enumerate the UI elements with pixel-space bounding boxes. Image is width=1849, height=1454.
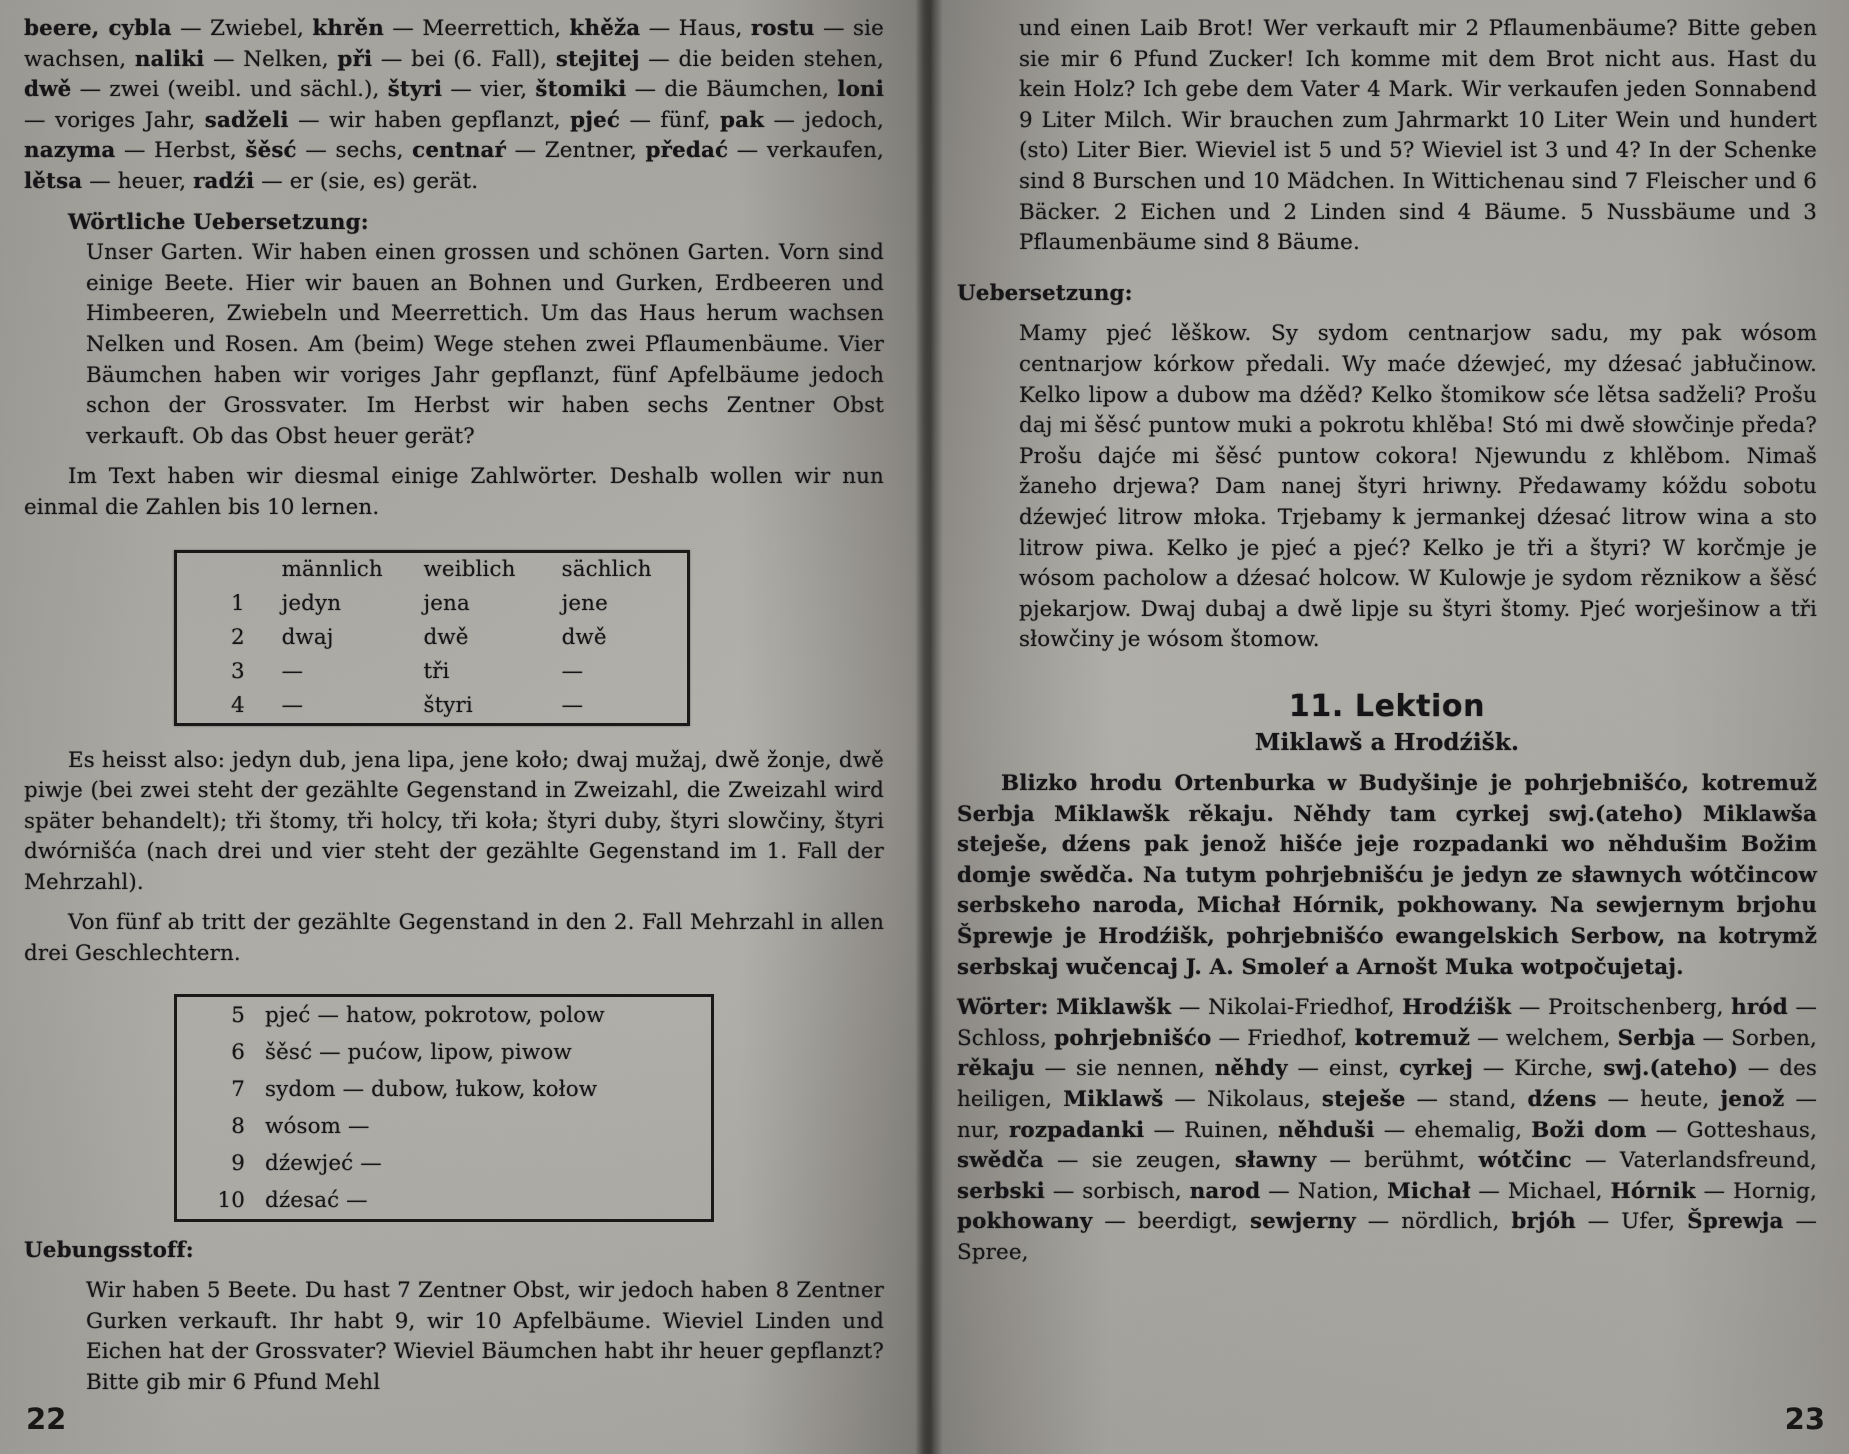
cell-neuter: —: [561, 692, 584, 718]
row-number: 9: [231, 1150, 245, 1176]
table-row: [176, 995, 713, 1034]
cell-neuter: —: [561, 658, 584, 684]
cell-feminine: tři: [423, 658, 450, 684]
table-row: [176, 1071, 713, 1108]
exercise-heading: Uebungsstoff:: [24, 1237, 194, 1263]
cell-feminine: jena: [423, 590, 470, 616]
row-number: 2: [231, 624, 245, 650]
row-forms: šěsć — pućow, lipow, piwow: [265, 1039, 572, 1065]
row-forms: dźewjeć —: [265, 1150, 382, 1176]
table-header-row: [176, 551, 689, 587]
row-number: 7: [231, 1076, 245, 1102]
row-forms: pjeć — hatow, pokrotow, polow: [265, 1002, 605, 1028]
row-number: 5: [231, 1002, 245, 1028]
sorbian-translation-heading: Uebersetzung:: [957, 280, 1133, 306]
lesson-number-heading: 11. Lektion: [1288, 688, 1486, 724]
table-row: [176, 1182, 713, 1221]
cell-masculine: jedyn: [281, 590, 342, 616]
table-row: [176, 689, 689, 725]
table-row: [176, 587, 689, 621]
exercise-paragraph: Wir haben 5 Beete. Du hast 7 Zentner Obst, wir jedoch haben 8 Zentner Gurken verkauft. Ihr habt 9, wir 10 Apfelbäume. Wieviel Linden und Eichen hat der Grossvater? Wieviel Bäumchen habt ihr heuer gepflanzt? Bitte gib mir 6 Pfund Mehl: [86, 1278, 884, 1396]
header-masculine: männlich: [281, 556, 383, 582]
lesson-body-text: Blizko hrodu Ortenburka w Budyšinje je pohrjebnišćo, kotremuž Serbja Miklawšk rěkaju. Něhdy tam cyrkej swj.(ateho) Miklawša steješe, dźens pak jenož hišće jeje rozpadanki wo něhdušim Božim domje swědča. Na tutym pohrjebnišću je jedyn ze sławnych wótčincow serbskeho naroda, Michał Hórnik, pokhowany. Na sewjernym brjohu Šprewje je Hrodźišk, pohrjebnišćo ewangelskich Serbow, na kotrymž serbskaj wučencaj J. A. Smoleŕ a Arnošt Muka wotpočujetaj.: [957, 771, 1817, 980]
header-neuter: sächlich: [561, 556, 652, 582]
right-page-column: [957, 14, 1817, 1269]
right-page: [943, 0, 1849, 1454]
exercise-continued-paragraph: und einen Laib Brot! Wer verkauft mir 2 Pflaumenbäume? Bitte geben sie mir 6 Pfund Zucker! Ich komme mit dem Brot nicht aus. Hast du kein Holz? Ich gebe dem Vater 4 Mark. Wir verkaufen jeden Sonnabend 9 Liter Milch. Wir brauchen zum Jahrmarkt 10 Liter Wein und hundert (sto) Liter Bier. Wieviel ist 5 und 5? Wieviel ist 3 und 4? In der Schenke sind 8 Burschen und 10 Mädchen. In Wittichenau sind 7 Fleischer und 6 Bäcker. 2 Eichen und 2 Linden sind 4 Bäume. 5 Nussbäume und 3 Pflaumenbäume sind 8 Bäume.: [1019, 16, 1817, 256]
cell-masculine: —: [281, 692, 304, 718]
counting-forms-table: [174, 994, 714, 1222]
page-number-left: 22: [26, 1402, 67, 1436]
cell-neuter: jene: [561, 590, 608, 616]
table-row: [176, 1145, 713, 1182]
row-forms: wósom —: [265, 1113, 370, 1139]
page-number-right: 23: [1784, 1402, 1825, 1436]
numeral-rule-paragraph-1: Es heisst also: jedyn dub, jena lipa, jene koło; dwaj mužaj, dwě žonje, dwě piwje (bei zwei steht der gezählte Gegenstand in Zweizahl, die Zweizahl wird später behandelt); tři štomy, tři holcy, tři koła; štyri duby, štyri slowčiny, štyri dwórnišća (nach drei und vier steht der gezählte Gegenstand im 1. Fall der Mehrzahl).: [24, 747, 884, 895]
numeral-rule-paragraph-2: Von fünf ab tritt der gezählte Gegenstand in den 2. Fall Mehrzahl in allen drei Geschlechtern.: [24, 910, 884, 967]
cell-neuter: dwě: [561, 624, 607, 650]
header-blank: [176, 551, 276, 587]
row-forms: sydom — dubow, łukow, kołow: [265, 1076, 598, 1102]
header-feminine: weiblich: [423, 556, 516, 582]
left-page-column: [24, 14, 884, 1399]
vocabulary-block: beere, cybla — Zwiebel, khrěn — Meerrettich, khěža — Haus, rostu — sie wachsen, naliki — Nelken, při — bei (6. Fall), stejitej — die beiden stehen, dwě — zwei (weibl. und sächl.), štyri — vier, štomiki — die Bäumchen, loni — voriges Jahr, sadželi — wir haben gepflanzt, pjeć — fünf, pak — jedoch, nazyma — Herbst, šěsć — sechs, centnaŕ — Zentner, předać — verkaufen, lětsa — heuer, radźi — er (sie, es) gerät.: [24, 16, 884, 194]
table-row: [176, 621, 689, 655]
table-row: [176, 1108, 713, 1145]
gender-number-table: [174, 550, 690, 726]
cell-feminine: dwě: [423, 624, 469, 650]
lesson-title: Miklawš a Hrodźišk.: [1254, 729, 1520, 757]
numbers-intro-paragraph: Im Text haben wir diesmal einige Zahlwörter. Deshalb wollen wir nun einmal die Zahlen bis 10 lernen.: [24, 464, 884, 520]
cell-masculine: dwaj: [281, 624, 334, 650]
table-row: [176, 1034, 713, 1071]
literal-translation-paragraph: Unser Garten. Wir haben einen grossen und schönen Garten. Vorn sind einige Beete. Hier wir bauen an Bohnen und Gurken, Erdbeeren und Himbeeren, Zwiebeln und Meerrettich. Um das Haus herum wachsen Nelken und Rosen. Am (beim) Wege stehen zwei Pflaumenbäume. Vier Bäumchen haben wir voriges Jahr gepflanzt, fünf Apfelbäume jedoch schon der Grossvater. Im Herbst wir haben sechs Zentner Obst verkauft. Ob das Obst heuer gerät?: [86, 240, 884, 449]
cell-feminine: štyri: [423, 692, 473, 718]
row-number: 8: [231, 1113, 245, 1139]
sorbian-translation-paragraph: Mamy pjeć lěškow. Sy sydom centnarjow sadu, my pak wósom centnarjow kórkow předali. Wy maće dźewjeć, my dźesać jabłučinow. Kelko lipow a dubow ma dźěd? Kelko štomikow sće lětsa sadželi? Prošu daj mi šěsć puntow muki a pokrotu khlěba! Stó mi dwě słowčinje předa? Prošu dajće mi šěsć puntow cokora! Njewundu z khlěbom. Nimaš žaneho drjewa? Dam nanej štyri hriwny. Předawamy kóždu sobotu dźewjeć litrow młoka. Trjebamy k jermankej dźesać litrow wina a sto litrow piwa. Kelko je pjeć a pjeć? Kelko je tři a štyri? W korčmje je wósom pacholow a dźesać holcow. W Kulowje je sydom rěznikow a šěsć pjekarjow. Dwaj dubaj a dwě lipje su štyri štomy. Pjeć worješinow a tři słowčiny je wósom štomow.: [1019, 321, 1817, 653]
row-forms: dźesać —: [265, 1187, 368, 1213]
row-number: 4: [231, 692, 245, 718]
table-row: [176, 655, 689, 689]
book-gutter-shadow: [915, 0, 943, 1454]
literal-translation-heading: Wörtliche Uebersetzung:: [68, 209, 369, 235]
cell-masculine: —: [281, 658, 304, 684]
words-glossary-block: Wörter: Miklawšk — Nikolai-Friedhof, Hrodźišk — Proitschenberg, hród — Schloss, pohrjebnišćo — Friedhof, kotremuž — welchem, Serbja — Sorben, rěkaju — sie nennen, něhdy — einst, cyrkej — Kirche, swj.(ateho) — des heiligen, Miklawš — Nikolaus, steješe — stand, dźens — heute, jenož — nur, rozpadanki — Ruinen, něhduši — ehemalig, Boži dom — Gotteshaus, swědča — sie zeugen, sławny — berühmt, wótčinc — Vaterlandsfreund, serbski — sorbisch, narod — Nation, Michał — Michael, Hórnik — Hornig, pokhowany — beerdigt, sewjerny — nördlich, brjóh — Ufer, Šprewja — Spree,: [957, 995, 1818, 1265]
row-number: 1: [231, 590, 245, 616]
row-number: 3: [231, 658, 245, 684]
row-number: 6: [231, 1039, 245, 1065]
row-number: 10: [217, 1187, 245, 1213]
left-page: [0, 0, 915, 1454]
